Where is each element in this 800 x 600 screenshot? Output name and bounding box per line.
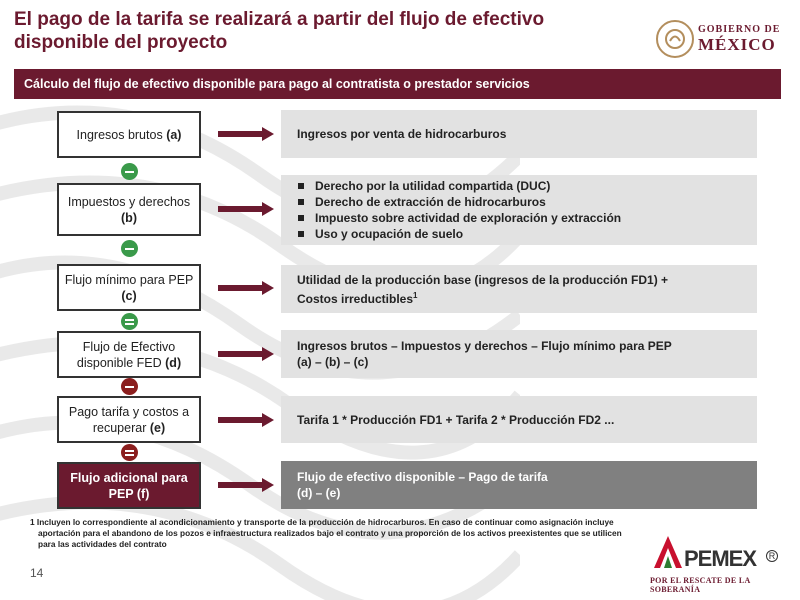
arrow-icon [218,413,274,427]
box-flujo-minimo: Flujo mínimo para PEP (c) [57,264,201,311]
footnote: 1 Incluyen lo correspondiente al acondicionamiento y transporte de la producción de hidrocarburos. En caso de continuar como asignación incluye aportación para el abandono de los pozos e infraestructura realizados bajo el contrato y una proporción de los activos preexistentes que se utilicen para las actividades del contrato [30,517,622,549]
seal-icon [656,20,694,58]
list-item: Derecho por la utilidad compartida (DUC) [315,178,741,194]
arrow-icon [218,478,274,492]
registered-icon: R [766,550,778,562]
pemex-flame-icon [652,534,684,570]
list-item: Impuesto sobre actividad de exploración y extracción [315,210,741,226]
equals-operator-icon [121,444,138,461]
box-flujo-adicional: Flujo adicional para PEP (f) [57,462,201,509]
arrow-icon [218,127,274,141]
logo-line1: GOBIERNO DE [698,24,781,35]
detail-flujo-efectivo: Ingresos brutos – Impuestos y derechos – Flujo mínimo para PEP (a) – (b) – (c) [281,330,757,378]
minus-operator-icon [121,240,138,257]
impuestos-list [297,178,741,242]
detail-ingresos: Ingresos por venta de hidrocarburos [281,110,757,158]
minus-operator-icon [121,378,138,395]
list-item: Derecho de extracción de hidrocarburos [315,194,741,210]
arrow-icon [218,281,274,295]
page-title: El pago de la tarifa se realizará a partir del flujo de efectivo disponible del proyecto [14,9,545,53]
minus-operator-icon [121,163,138,180]
detail-pago-tarifa: Tarifa 1 * Producción FD1 + Tarifa 2 * Producción FD2 ... [281,396,757,443]
box-impuestos: Impuestos y derechos (b) [57,183,201,236]
box-flujo-efectivo: Flujo de Efectivo disponible FED (d) [57,331,201,378]
gobierno-mexico-logo [656,18,781,62]
pemex-slogan: POR EL RESCATE DE LA SOBERANÍA [650,576,751,594]
logo-line2: MÉXICO [698,35,776,54]
detail-impuestos [281,175,757,245]
list-item: Uso y ocupación de suelo [315,226,741,242]
box-ingresos-brutos: Ingresos brutos (a) [57,111,201,158]
detail-flujo-adicional: Flujo de efectivo disponible – Pago de tarifa (d) – (e) [281,461,757,509]
detail-flujo-minimo: Utilidad de la producción base (ingresos de la producción FD1) + Costos irreductibles$^1$ [281,265,757,313]
page-number: 14 [30,566,44,580]
box-pago-tarifa: Pago tarifa y costos a recuperar (e) [57,396,201,443]
arrow-icon [218,202,274,216]
arrow-icon [218,347,274,361]
section-header: Cálculo del flujo de efectivo disponible para pago al contratista o prestador servicios [14,69,781,99]
pemex-word: PEMEX [684,546,757,571]
pemex-logo [650,530,782,594]
equals-operator-icon [121,313,138,330]
